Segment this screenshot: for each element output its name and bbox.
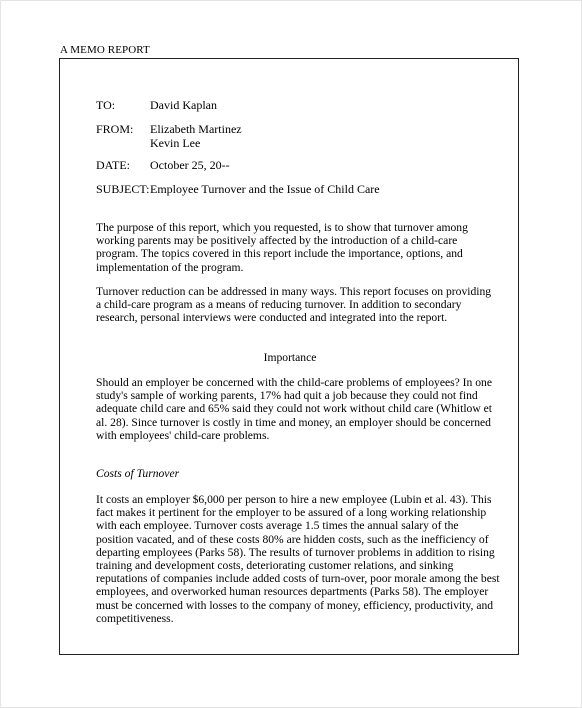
subject-label: SUBJECT: (96, 182, 150, 196)
to-label: TO: (96, 98, 116, 112)
paragraph-line: adequate child care and 65% said they could not work without child care (Whitlow et (96, 402, 492, 416)
to-value: David Kaplan (150, 98, 217, 112)
costs-paragraph (96, 493, 500, 625)
from-value-1: Elizabeth Martinez (150, 122, 242, 136)
paragraph-line: competitiveness. (96, 611, 174, 625)
paragraph-line: study's sample of working parents, 17% had quit a job because they could not find (96, 389, 478, 403)
paragraph-line: working parents may be positively affected by the introduction of a child-care (96, 234, 458, 248)
paragraph-line: position vacated, and of these costs 80% are hidden costs, such as the inefficiency of (96, 532, 489, 546)
paragraph-line: training and development costs, deteriorating customer relations, and sinking (96, 559, 454, 573)
paragraph-line: departing employees (Parks 58). The results of turnover problems in addition to rising (96, 545, 495, 559)
document-label: A MEMO REPORT (60, 44, 150, 56)
intro-paragraph-purpose (96, 221, 486, 274)
paragraph-line: al. 28). Since turnover is costly in time and money, an employer should be concerned (96, 415, 491, 429)
date-value: October 25, 20-- (150, 158, 230, 172)
memo-report-box (59, 58, 519, 655)
paragraph-line: program. The topics covered in this report include the importance, options, and (96, 247, 463, 261)
subject-value: Employee Turnover and the Issue of Child Care (150, 182, 380, 196)
paragraph-line: with each employee. Turnover costs average 1.5 times the annual salary of the (96, 519, 459, 533)
paragraph-line: reputations of companies include added costs of turn-over, poor morale among the best (96, 572, 500, 586)
paragraph-line: employees, and overworked human resources departments (Parks 58). The employer (96, 585, 489, 599)
paragraph-line: research, personal interviews were conducted and integrated into the report. (96, 311, 448, 325)
paragraph-line: fact makes it pertinent for the employer to be assured of a long working relationship (96, 506, 487, 520)
importance-paragraph (96, 376, 492, 442)
from-value-2: Kevin Lee (150, 136, 201, 150)
importance-heading: Importance (263, 351, 317, 364)
paragraph-line: a child-care program as a means of reducing turnover. In addition to secondary (96, 298, 462, 312)
paragraph-line: must be concerned with losses to the company of money, efficiency, productivity, and (96, 598, 494, 612)
date-label: DATE: (96, 158, 130, 172)
paragraph-line: The purpose of this report, which you requested, is to show that turnover among (96, 221, 468, 234)
paragraph-line: Should an employer be concerned with the child-care problems of employees? In one (96, 376, 492, 389)
intro-paragraph-scope (96, 285, 492, 325)
paragraph-line: implementation of the program. (96, 260, 244, 274)
from-label: FROM: (96, 122, 134, 136)
paragraph-line: Turnover reduction can be addressed in many ways. This report focuses on providing (96, 285, 492, 298)
paragraph-line: with employees' child-care problems. (96, 428, 270, 442)
costs-of-turnover-heading: Costs of Turnover (96, 467, 180, 480)
paragraph-line: It costs an employer $6,000 per person to hire a new employee (Lubin et al. 43). This (96, 493, 492, 506)
